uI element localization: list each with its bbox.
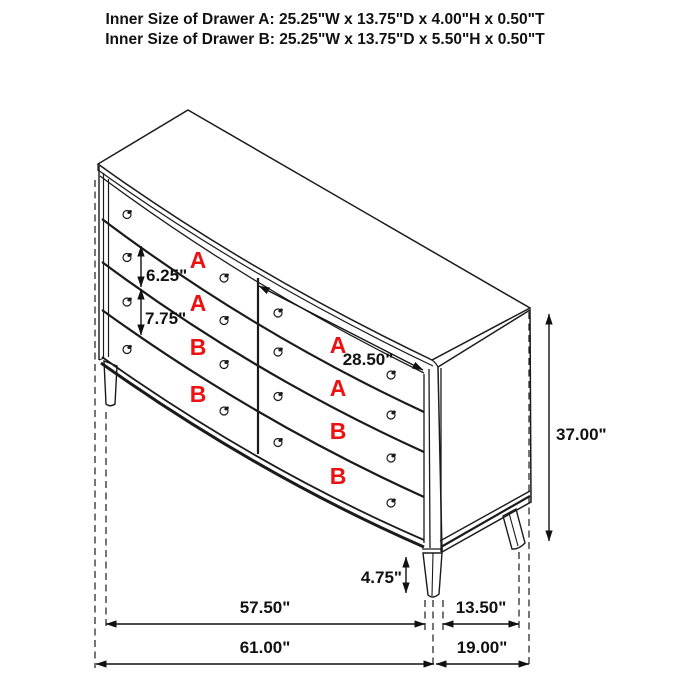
- drawer-label-right-3: B: [329, 418, 347, 444]
- drawer-label-right-2: A: [329, 375, 347, 401]
- dim-overall-depth: 19.00": [456, 638, 508, 657]
- dim-drawer-a-height: 6.25": [146, 266, 188, 285]
- drawer-label-right-1: A: [329, 332, 347, 358]
- dim-side-depth: 13.50": [455, 598, 507, 617]
- drawer-label-left-4: B: [189, 381, 207, 407]
- dim-overall-width: 61.00": [239, 638, 291, 657]
- dim-drawer-width: 28.50": [342, 350, 394, 369]
- dim-overall-height: 37.00": [556, 425, 607, 444]
- dim-front-width: 57.50": [239, 598, 291, 617]
- dim-leg-height: 4.75": [360, 568, 402, 587]
- dim-drawer-b-height: 7.75": [145, 309, 187, 328]
- header-line-2: Inner Size of Drawer B: 25.25"W x 13.75"D x 5.50"H x 0.50"T: [105, 31, 545, 48]
- drawer-label-left-1: A: [189, 247, 207, 273]
- drawer-label-left-2: A: [189, 290, 207, 316]
- header-line-1: Inner Size of Drawer A: 25.25"W x 13.75"D x 4.00"H x 0.50"T: [105, 11, 545, 28]
- drawer-label-left-3: B: [189, 334, 207, 360]
- drawer-label-right-4: B: [329, 463, 347, 489]
